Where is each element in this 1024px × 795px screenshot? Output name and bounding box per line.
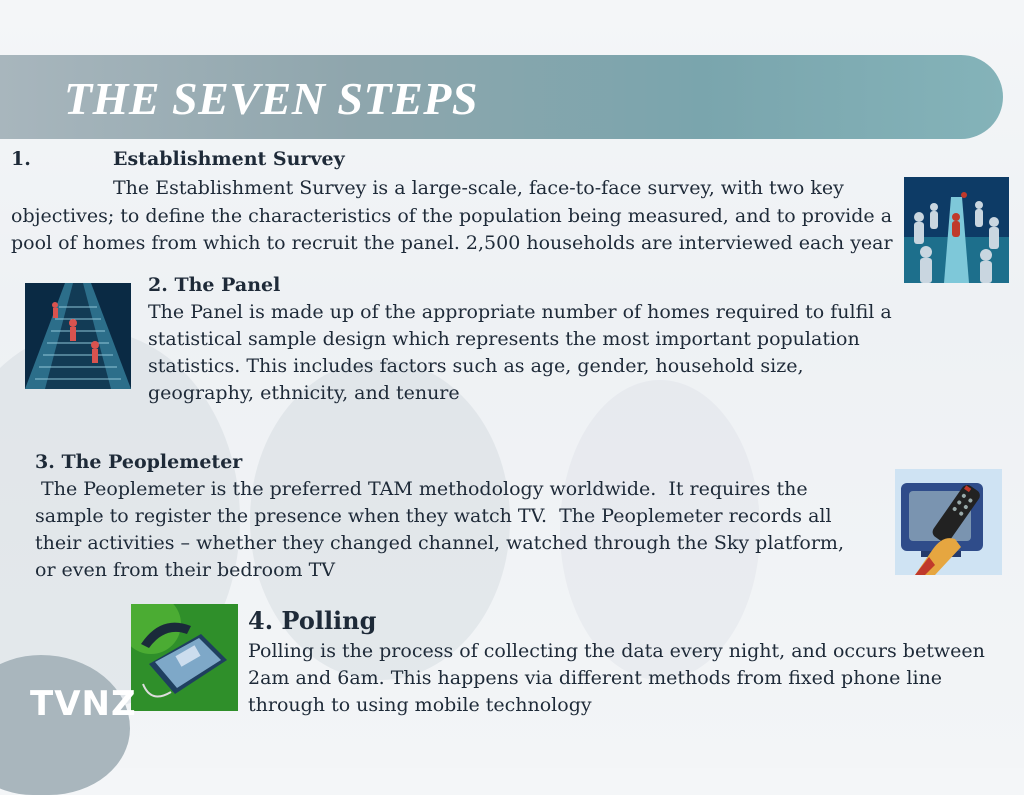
step-4-body: Polling is the process of collecting the data every night, and occurs between 2am and 6am. This happens via different methods from fixed phone line through to using mobile technology <box>248 640 985 716</box>
step-1-number: 1. <box>11 148 31 170</box>
telephone-image <box>131 604 238 711</box>
page-title: THE SEVEN STEPS <box>64 73 478 124</box>
step-1-heading: Establishment Survey <box>113 148 345 170</box>
escalator-image <box>25 283 131 389</box>
step-1-body: The Establishment Survey is a large-scale, face-to-face survey, with two key objectives; to define the characteristics of the population being measured, and to provide a pool of homes from which to recruit the panel. 2,500 households are interviewed each year <box>11 177 893 254</box>
step-3-body: The Peoplemeter is the preferred TAM methodology worldwide. It requires the sample to register the presence when they watch TV. The Peoplemeter records all their activities – whether they changed channel, watched through the Sky platform, or even from their bedroom TV <box>35 478 851 581</box>
tvnz-logo: TVNZ <box>30 684 137 724</box>
step-2-heading: 2. The Panel <box>148 274 281 296</box>
step-4-heading: 4. Polling <box>248 606 377 635</box>
step-2-body: The Panel is made up of the appropriate number of homes required to fulfil a statistical sample design which represents the most important population statistics. This includes factors such as age, gender, household size, geography, ethnicity, and tenure <box>148 301 892 404</box>
step-3-heading: 3. The Peoplemeter <box>35 451 243 473</box>
tv-remote-image <box>895 469 1002 575</box>
crowd-image <box>904 177 1009 283</box>
